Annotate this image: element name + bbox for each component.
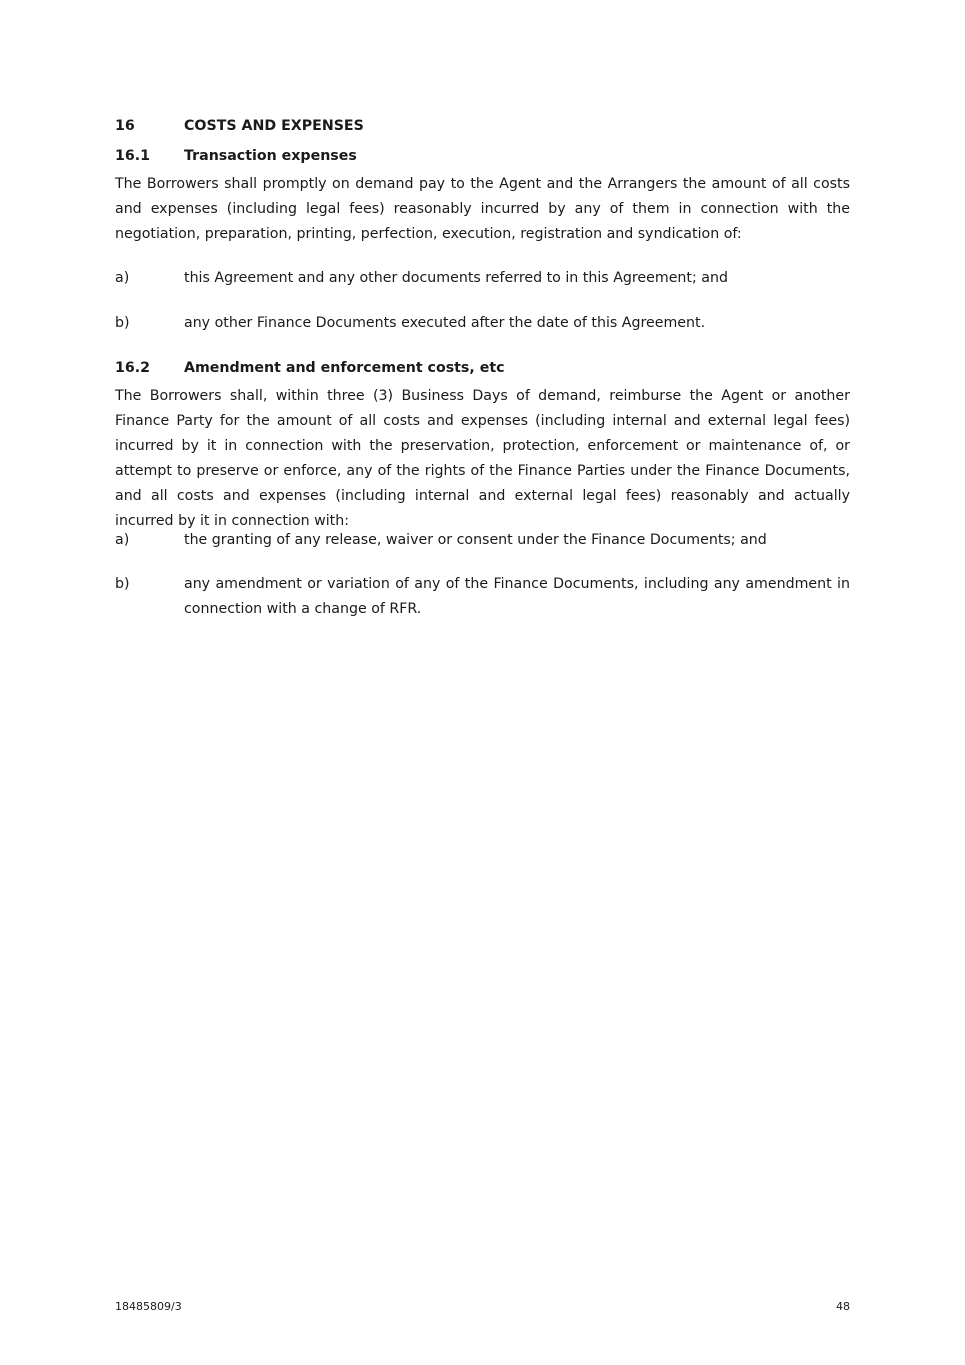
list-item-label: a) <box>115 270 130 286</box>
list-item <box>115 311 850 336</box>
list-item-label: b) <box>115 576 130 592</box>
section-number: 16 <box>115 118 135 134</box>
subsection-heading-transaction-expenses <box>115 146 357 166</box>
list-item-label: b) <box>115 315 130 331</box>
section-heading <box>115 116 364 136</box>
subsection-title: Transaction expenses <box>184 148 357 164</box>
document-page <box>115 0 850 1365</box>
list-item-label: a) <box>115 532 130 548</box>
subsection-title: Amendment and enforcement costs, etc <box>184 360 505 376</box>
section-title: COSTS AND EXPENSES <box>184 118 364 134</box>
list-item-text: the granting of any release, waiver or consent under the Finance Documents; and <box>184 532 767 548</box>
list-item-text: any amendment or variation of any of the Finance Documents, including any amendment in connection with a change of RFR. <box>184 576 850 617</box>
list-item-text: any other Finance Documents executed after the date of this Agreement. <box>184 315 706 331</box>
transaction-expenses-paragraph: The Borrowers shall promptly on demand pay to the Agent and the Arrangers the amount of all costs and expenses (including legal fees) reasonably incurred by any of them in connection with the negotiation, preparation, printing, perfection, execution, registration and syndication of: <box>115 176 850 242</box>
list-item <box>115 266 850 291</box>
subsection-number: 16.1 <box>115 148 151 164</box>
subsection-number: 16.2 <box>115 360 151 376</box>
footer-document-reference: 18485809/3 <box>115 1300 182 1313</box>
list-item <box>115 572 850 622</box>
subsection-heading-amendment-costs <box>115 358 505 378</box>
amendment-costs-paragraph: The Borrowers shall, within three (3) Business Days of demand, reimburse the Agent or another Finance Party for the amount of all costs and expenses (including internal and external legal fees) incurred by it in connection with the preservation, protection, enforcement or maintenance of, or attempt to preserve or enforce, any of the rights of the Finance Parties under the Finance Documents, and all costs and expenses (including internal and external legal fees) reasonably and actually incurred by it in connection with: <box>115 388 850 529</box>
list-item-text: this Agreement and any other documents referred to in this Agreement; and <box>184 270 728 286</box>
footer-page-number: 48 <box>836 1300 850 1313</box>
list-item <box>115 528 850 553</box>
